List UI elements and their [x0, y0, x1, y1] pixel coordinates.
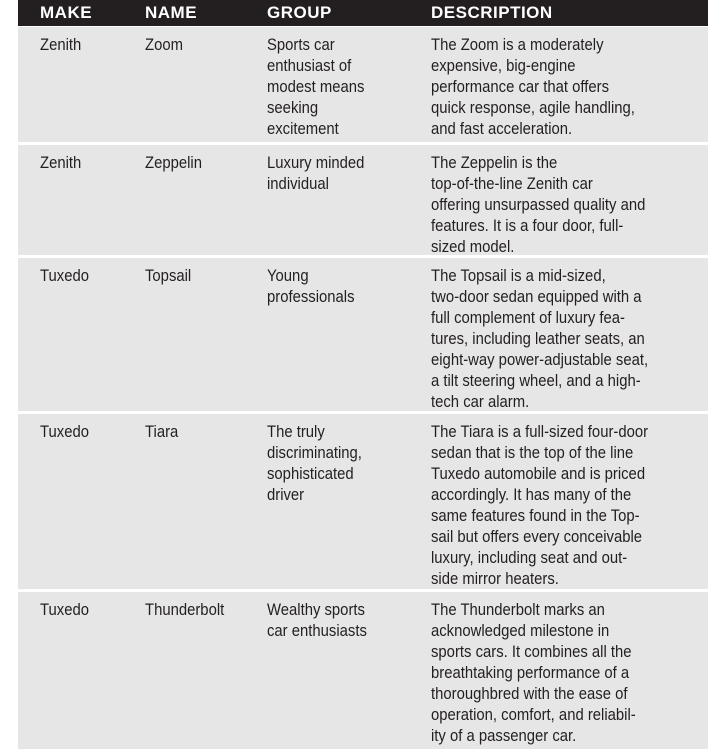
name-cell: Zeppelin — [145, 154, 202, 172]
group-cell-line: professionals — [267, 288, 355, 306]
group-cell — [267, 422, 362, 506]
header-group: GROUP — [267, 3, 332, 22]
make-cell: Tuxedo — [40, 267, 89, 285]
description-cell-line: a tilt steering wheel, and a high- — [431, 372, 641, 390]
description-cell-line: The Zoom is a moderately — [431, 36, 604, 54]
description-cell-line: tech car alarm. — [431, 393, 530, 411]
group-cell-line: car enthusiasts — [267, 622, 367, 640]
car-models-table — [18, 0, 708, 752]
description-cell-line: The Topsail is a mid-sized, — [431, 267, 606, 285]
description-cell-line: Tuxedo automobile and is priced — [431, 465, 646, 483]
description-cell-line: sized model. — [431, 238, 515, 256]
description-cell-line: sail but offers every conceivable — [431, 528, 643, 546]
table-row — [18, 592, 708, 749]
name-cell: Topsail — [145, 267, 192, 285]
description-cell-line: quick response, agile handling, — [431, 99, 635, 117]
make-cell: Zenith — [40, 36, 82, 54]
group-cell-line: Sports car — [267, 36, 335, 54]
description-cell-line: accordingly. It has many of the — [431, 486, 632, 504]
group-cell-line: discriminating, — [267, 444, 362, 462]
table-row — [18, 258, 708, 411]
description-cell — [431, 153, 645, 258]
description-cell-line: offering unsurpassed quality and — [431, 196, 646, 214]
description-cell-line: same features found in the Top- — [431, 507, 640, 525]
description-cell-line: expensive, big-engine — [431, 57, 576, 75]
description-cell — [431, 600, 636, 747]
description-cell-line: luxury, including seat and out- — [431, 549, 628, 567]
description-cell-line: ity of a passenger car. — [431, 727, 577, 745]
make-cell: Tuxedo — [40, 601, 89, 619]
description-cell-line: performance car that offers — [431, 78, 610, 96]
name-cell: Zoom — [145, 36, 183, 54]
group-cell-line: excitement — [267, 120, 339, 138]
header-name: NAME — [145, 3, 198, 22]
group-cell — [267, 153, 364, 195]
description-cell-line: and fast acceleration. — [431, 120, 573, 138]
description-cell-line: operation, comfort, and reliabil- — [431, 706, 636, 724]
description-cell-line: The Zeppelin is the — [431, 154, 558, 172]
description-cell-line: tures, including leather seats, an — [431, 330, 645, 348]
group-cell-line: seeking — [267, 99, 319, 117]
group-cell-line: modest means — [267, 78, 365, 96]
description-cell-line: sports cars. It combines all the — [431, 643, 632, 661]
group-cell-line: Young — [267, 267, 309, 285]
make-cell: Zenith — [40, 154, 82, 172]
description-cell-line: full complement of luxury fea- — [431, 309, 625, 327]
description-cell-line: top-of-the-line Zenith car — [431, 175, 593, 193]
group-cell-line: sophisticated — [267, 465, 354, 483]
description-cell-line: breathtaking performance of a — [431, 664, 630, 682]
description-cell-line: acknowledged milestone in — [431, 622, 610, 640]
group-cell — [267, 35, 364, 140]
description-cell — [431, 266, 648, 413]
description-cell-line: two-door sedan equipped with a — [431, 288, 642, 306]
description-cell-line: thoroughbred with the ease of — [431, 685, 628, 703]
group-cell-line: Wealthy sports — [267, 601, 365, 619]
group-cell-line: The truly — [267, 423, 325, 441]
table-row — [18, 27, 708, 142]
name-cell: Tiara — [145, 423, 179, 441]
name-cell: Thunderbolt — [145, 601, 225, 619]
header-description: DESCRIPTION — [431, 3, 553, 22]
table-row — [18, 414, 708, 589]
group-cell — [267, 266, 355, 308]
description-cell-line: The Thunderbolt marks an — [431, 601, 605, 619]
description-cell-line: The Tiara is a full-sized four-door — [431, 423, 649, 441]
description-cell-line: sedan that is the top of the line — [431, 444, 634, 462]
description-cell — [431, 422, 648, 590]
group-cell-line: driver — [267, 486, 305, 504]
make-cell: Tuxedo — [40, 423, 89, 441]
group-cell-line: enthusiast of — [267, 57, 352, 75]
table-header — [18, 0, 708, 26]
description-cell-line: features. It is a four door, full- — [431, 217, 624, 235]
description-cell-line: side mirror heaters. — [431, 570, 559, 588]
group-cell-line: individual — [267, 175, 329, 193]
description-cell — [431, 35, 635, 140]
table-row — [18, 145, 708, 255]
group-cell-line: Luxury minded — [267, 154, 365, 172]
header-make: MAKE — [40, 3, 93, 22]
group-cell — [267, 600, 367, 642]
description-cell-line: eight-way power-adjustable seat, — [431, 351, 649, 369]
